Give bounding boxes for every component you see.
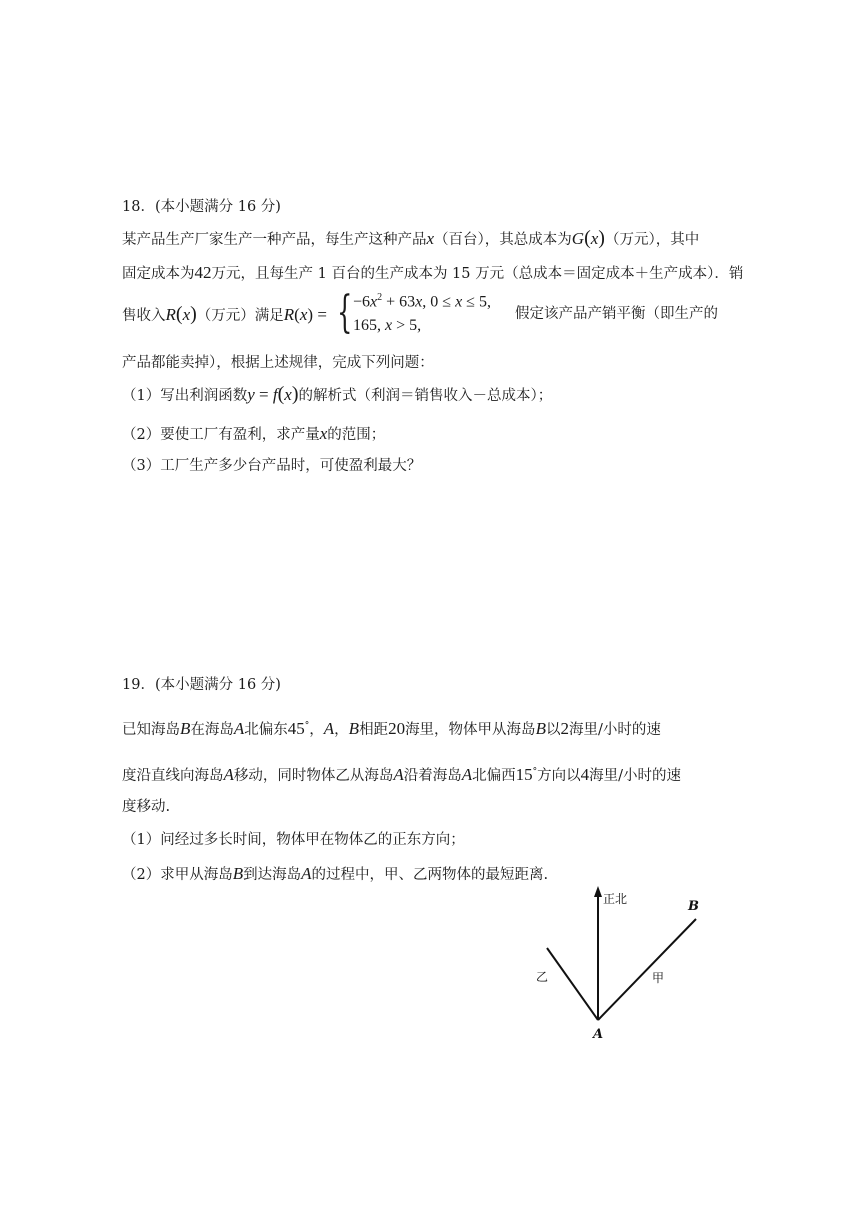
math-var-x: x [299,305,308,324]
text-segment: （万元）满足 [196,308,284,324]
q18-heading: 18．(本小题满分 16 分) [122,199,281,215]
text-segment: （万元），其中 [604,232,700,248]
text-segment: 万元，且每生产 1 百台的生产成本为 15 万元（总成本＝固定成本＋生产成本）．销 [211,266,744,282]
text-segment: 到达海岛 [243,867,302,883]
math-var-x: x [385,317,393,334]
equals-sign: = [313,305,327,324]
math-number: 4 [580,764,590,784]
text-segment: , 0 ≤ [422,293,456,311]
text-segment: 售收入 [122,308,166,324]
text-segment: （1）写出利润函数 [122,388,248,404]
math-var-y: y [247,385,255,404]
math-var-R: R [283,305,295,324]
q18-paragraph-line-1 [122,227,699,251]
label-yi: 乙 [536,970,549,984]
math-number: 2 [560,718,569,738]
q18-subquestion-1 [122,383,552,407]
q18-paragraph-line-4: 产品都能卖掉），根据上述规律，完成下列问题： [122,355,434,371]
text-segment: 的过程中，甲、乙两物体的最短距离. [311,867,549,883]
text-segment: 北偏西 [472,767,516,784]
math-var-A: A [323,718,335,738]
equals-sign: = [254,385,273,404]
text-segment: 移动，同时物体乙从海岛 [233,767,394,784]
math-var-x: x [370,293,378,311]
math-var-A: A [461,764,473,784]
text-segment: 海里/小时的速 [589,767,682,784]
paren-open: ( [175,303,183,325]
text-segment: 的范围； [327,427,386,443]
north-arrowhead-icon [594,886,602,897]
line-A-to-B [598,919,696,1020]
text-segment: 以 [545,721,561,738]
text-segment: 在海岛 [190,721,234,738]
q19-subquestion-1: （1）问经过多长时间，物体甲在物体乙的正东方向； [122,832,465,848]
q18-subquestion-3: （3）工厂生产多少台产品时，可使盈利最大？ [122,458,422,474]
degree-symbol: ° [304,721,310,731]
math-var-B: B [348,718,360,738]
text-segment: 已知海岛 [122,721,180,738]
piecewise-function [337,287,517,340]
text-segment: ， [334,721,349,738]
text-segment: > 5, [392,317,422,334]
math-var-x: x [455,293,463,311]
degree-symbol: ° [532,767,538,777]
north-label: 正北 [603,892,628,906]
text-segment: （2）求甲从海岛 [122,867,233,883]
math-var-x: x [415,293,423,311]
math-var-G: G [571,229,585,248]
paren-open: ( [277,383,285,405]
label-B: B [688,899,699,914]
text-segment: （百台），其总成本为 [434,232,572,248]
math-var-B: B [535,718,546,738]
text-segment: ， [309,721,324,738]
math-var-B: B [232,864,244,883]
math-var-A: A [301,864,312,883]
math-number: 42 [194,263,212,282]
q18-paragraph-line-3-tail: 假定该产品产销平衡（即生产的 [515,306,718,322]
text-segment: 北偏东 [244,721,288,738]
piecewise-case-2 [353,317,421,335]
math-var-f: f [272,385,278,404]
math-var-x: x [426,229,435,248]
math-var-A: A [233,718,245,738]
math-var-R: R [165,305,176,324]
math-var-x: x [284,385,292,404]
math-var-x: x [590,229,599,248]
label-A: A [593,1027,604,1042]
paren-close: ) [598,227,605,249]
q18-paragraph-line-2 [122,262,743,285]
text-segment: 度沿直线向海岛 [122,767,224,784]
piecewise-case-1 [353,292,491,311]
math-var-x: x [319,424,328,443]
q19-paragraph-line-2 [122,761,681,787]
text-segment: ≤ 5, [462,293,491,311]
q19-heading: 19．(本小题满分 16 分) [122,677,281,693]
exponent: 2 [377,292,383,303]
math-number: 15 [515,764,533,784]
paren-close: ) [291,383,299,405]
math-var-x: x [182,305,191,324]
text-segment: 某产品生产厂家生产一种产品，每生产这种产品 [122,232,427,248]
text-segment: 海里，物体甲从海岛 [405,721,536,738]
text-segment: + 63 [382,293,416,311]
brace-symbol: { [337,287,353,338]
paren-close: ) [190,303,197,325]
text-segment: （2）要使工厂有盈利，求产量 [122,427,320,443]
bearing-diagram [520,880,720,1050]
math-number: 45 [287,718,305,738]
math-var-B: B [180,718,191,738]
text-segment: 165, [353,317,385,334]
text-segment: 方向以 [537,767,581,784]
paren-open: ( [294,305,300,324]
paren-close: ) [307,305,314,324]
paren-open: ( [584,227,591,249]
text-segment: 沿着海岛 [403,767,462,784]
text-segment: 海里/小时的速 [568,721,661,738]
text-segment: 固定成本为 [122,266,195,282]
q18-subquestion-2 [122,423,385,446]
math-var-A: A [223,764,234,784]
math-var-A: A [393,764,404,784]
math-number: 20 [388,718,406,738]
q18-paragraph-line-3 [122,303,327,327]
text-segment: 相距 [359,721,389,738]
text-segment: −6 [353,293,371,311]
label-jia: 甲 [652,971,665,985]
q19-paragraph-line-3: 度移动. [122,799,171,815]
q19-paragraph-line-1 [122,715,661,741]
q19-subquestion-2 [122,863,548,886]
line-A-to-yi [547,948,598,1020]
text-segment: 的解析式（利润＝销售收入－总成本）； [298,388,553,404]
